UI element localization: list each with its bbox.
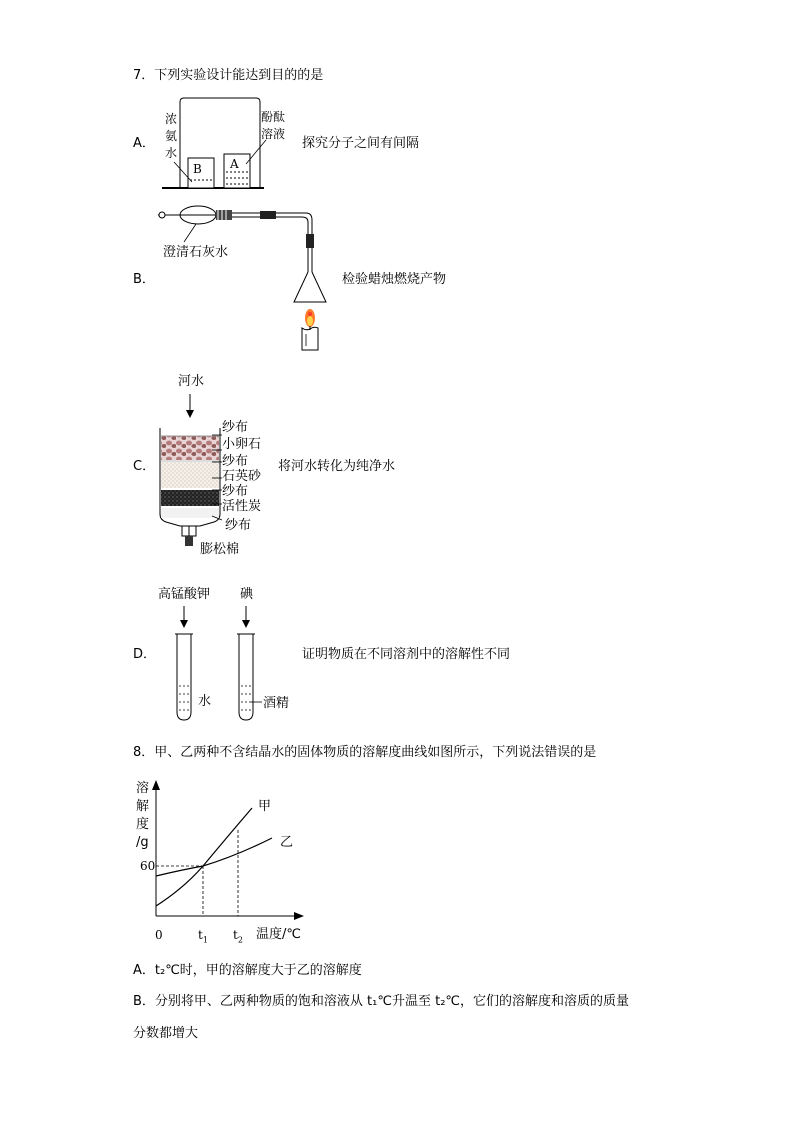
phenolphthalein-label-2: 溶液 bbox=[261, 127, 286, 141]
x-axis-label: 温度/℃ bbox=[256, 927, 301, 942]
water-label: 水 bbox=[198, 694, 212, 709]
y-axis-label-1: 溶 bbox=[136, 781, 150, 796]
q8-option-a: A．t₂℃时，甲的溶解度大于乙的溶解度 bbox=[133, 963, 362, 978]
y-axis-label-3: 度 bbox=[136, 817, 150, 832]
curve-yi bbox=[156, 838, 272, 876]
river-water-label: 河水 bbox=[178, 374, 205, 389]
layer-label-2: 小卵石 bbox=[222, 437, 262, 452]
curve-yi-label: 乙 bbox=[280, 835, 294, 850]
option-b-purpose: 检验蜡烛燃烧产物 bbox=[342, 272, 447, 287]
option-c-letter: C． bbox=[133, 459, 156, 474]
ammonia-label-2: 氨 bbox=[165, 129, 178, 143]
layer-label-4: 石英砂 bbox=[222, 469, 262, 484]
iodine-label: 碘 bbox=[240, 587, 254, 602]
beaker-b-label: B bbox=[193, 162, 202, 176]
layer-label-3: 纱布 bbox=[222, 454, 249, 469]
permanganate-label: 高锰酸钾 bbox=[158, 587, 211, 602]
curve-jia-label: 甲 bbox=[258, 799, 272, 814]
option-b-letter: B． bbox=[133, 272, 155, 287]
option-d-purpose: 证明物质在不同溶剂中的溶解性不同 bbox=[302, 647, 511, 662]
y-axis-label-2: 解 bbox=[136, 799, 150, 814]
option-a-letter: A． bbox=[133, 136, 155, 151]
option-d-letter: D． bbox=[133, 647, 157, 662]
layer-label-5: 纱布 bbox=[222, 484, 249, 499]
q8-option-b-line-2: 分数都增大 bbox=[133, 1026, 199, 1041]
ammonia-label-1: 浓 bbox=[165, 112, 178, 126]
ammonia-label-3: 水 bbox=[165, 146, 178, 160]
beaker-a-label: A bbox=[230, 157, 239, 171]
question-8-stem: 8．甲、乙两种不含结晶水的固体物质的溶解度曲线如图所示，下列说法错误的是 bbox=[133, 745, 597, 760]
x-tick-t2: $t_2$ bbox=[233, 928, 243, 945]
layer-label-6: 活性炭 bbox=[222, 499, 262, 514]
phenolphthalein-label-1: 酚酞 bbox=[261, 110, 286, 124]
candle-combustion-apparatus bbox=[156, 198, 336, 358]
layer-label-7: 纱布 bbox=[225, 518, 252, 533]
y-tick-60: 60 bbox=[140, 859, 156, 873]
question-7-stem: 7．下列实验设计能达到目的的是 bbox=[133, 68, 324, 83]
q8-option-b-line-1: B．分别将甲、乙两种物质的饱和溶液从 t₁℃升温至 t₂℃，它们的溶解度和溶质的质量 bbox=[133, 994, 629, 1009]
layer-label-1: 纱布 bbox=[222, 420, 249, 435]
option-a-purpose: 探究分子之间有间隔 bbox=[302, 136, 420, 151]
alcohol-label: 酒精 bbox=[263, 696, 290, 711]
y-axis-label-4: /g bbox=[136, 835, 149, 850]
x-origin: 0 bbox=[155, 928, 163, 942]
solubility-curve-graph bbox=[136, 778, 336, 948]
layer-label-8: 膨松棉 bbox=[200, 542, 240, 557]
x-tick-t1: $t_1$ bbox=[198, 928, 208, 945]
solubility-test-tubes bbox=[170, 604, 260, 724]
limewater-label: 澄清石灰水 bbox=[163, 245, 229, 260]
option-c-purpose: 将河水转化为纯净水 bbox=[278, 459, 396, 474]
